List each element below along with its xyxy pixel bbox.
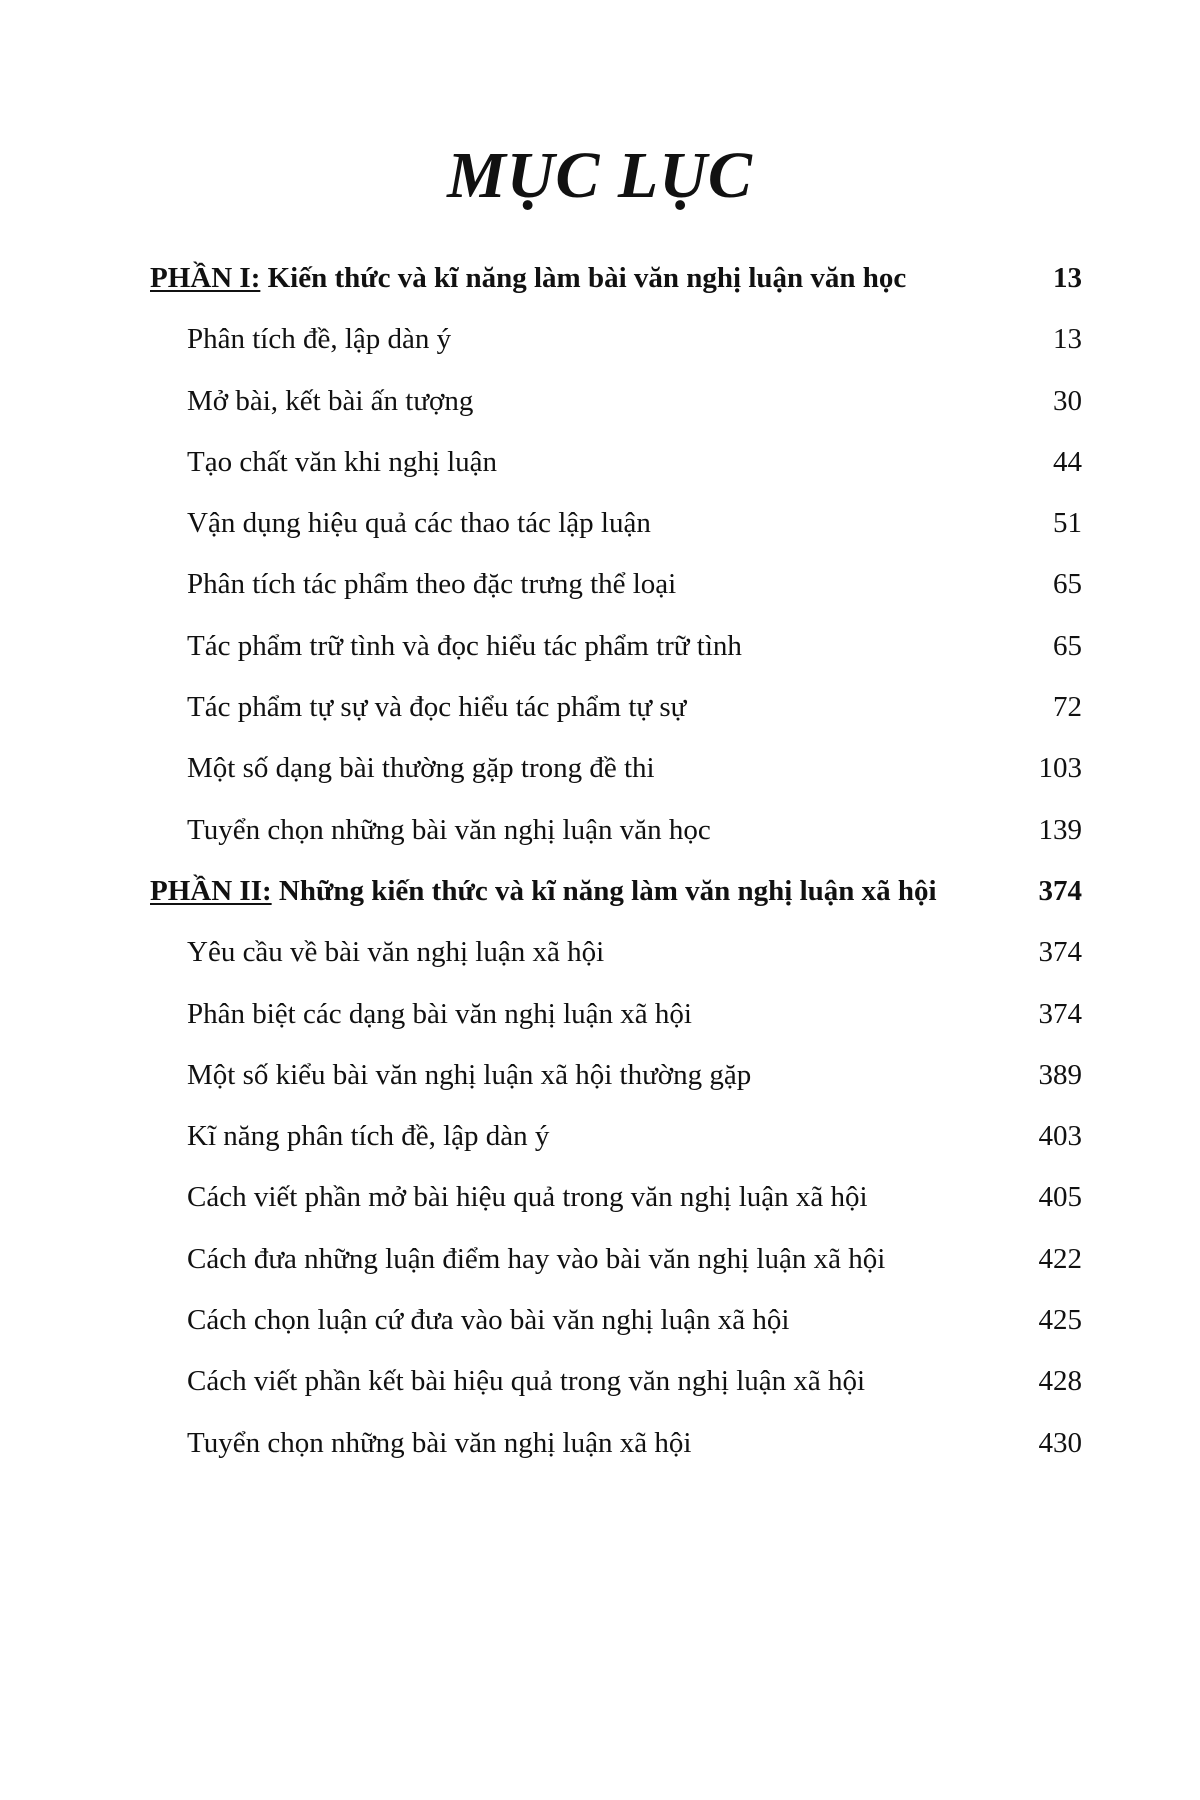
page-number: 30 (1053, 384, 1082, 417)
toc-item-title: Cách viết phần mở bài hiệu quả trong văn nghị luận xã hội (187, 1181, 868, 1214)
toc-part-heading-text (150, 248, 906, 309)
page-number: 422 (1038, 1242, 1082, 1275)
toc-item-title: Cách chọn luận cứ đưa vào bài văn nghị luận xã hội (187, 1304, 790, 1337)
toc-item-title: Vận dụng hiệu quả các thao tác lập luận (187, 507, 651, 540)
page-number: 425 (1038, 1304, 1082, 1337)
page-number: 51 (1053, 507, 1082, 540)
toc-item-title: Mở bài, kết bài ấn tượng (187, 384, 474, 417)
part-title: Những kiến thức và kĩ năng làm văn nghị luận xã hội (278, 874, 937, 907)
page-number: 428 (1038, 1365, 1082, 1398)
page-number: 65 (1053, 568, 1082, 601)
page-number: 389 (1038, 1058, 1082, 1091)
toc-item-title: Một số dạng bài thường gặp trong đề thi (187, 752, 655, 785)
toc-item[interactable] (0, 1351, 1200, 1412)
page-number: 65 (1053, 629, 1082, 662)
part-label: PHẦN II: (150, 874, 272, 907)
page-number: 405 (1038, 1181, 1082, 1214)
toc-item-title: Phân biệt các dạng bài văn nghị luận xã hội (187, 997, 692, 1030)
part-title: Kiến thức và kĩ năng làm bài văn nghị luận văn học (267, 262, 907, 294)
toc-item-title: Phân tích đề, lập dàn ý (187, 323, 452, 356)
toc-item[interactable] (0, 1045, 1200, 1106)
toc-item[interactable] (0, 677, 1200, 738)
page-number: 13 (1053, 262, 1082, 294)
page-number: 374 (1038, 874, 1082, 907)
toc-item[interactable] (0, 371, 1200, 432)
toc-item-title: Tuyển chọn những bài văn nghị luận xã hội (187, 1426, 692, 1459)
page-number: 13 (1053, 323, 1082, 356)
toc-item-title: Kĩ năng phân tích đề, lập dàn ý (187, 1120, 550, 1153)
toc-item[interactable] (0, 432, 1200, 493)
toc-item[interactable] (0, 309, 1200, 370)
toc-item[interactable] (0, 800, 1200, 861)
toc-item[interactable] (0, 1413, 1200, 1474)
page-number: 103 (1038, 752, 1082, 785)
page-number: 403 (1038, 1120, 1082, 1153)
toc-item-title: Cách viết phần kết bài hiệu quả trong văn nghị luận xã hội (187, 1365, 866, 1398)
toc-part-2-heading[interactable] (0, 861, 1200, 922)
toc-item[interactable] (0, 984, 1200, 1045)
toc-item-title: Tuyển chọn những bài văn nghị luận văn học (187, 813, 711, 846)
toc-item[interactable] (0, 1167, 1200, 1228)
toc-item-title: Phân tích tác phẩm theo đặc trưng thể loại (187, 568, 677, 601)
toc-item[interactable] (0, 1106, 1200, 1167)
toc-item[interactable] (0, 738, 1200, 799)
toc-part-1-heading[interactable] (0, 248, 1200, 309)
toc-item-title: Một số kiểu bài văn nghị luận xã hội thường gặp (187, 1058, 752, 1091)
toc-item[interactable] (0, 493, 1200, 554)
page-number: 44 (1053, 445, 1082, 478)
toc-item[interactable] (0, 922, 1200, 983)
page-number: 139 (1038, 813, 1082, 846)
toc-part-heading-text (150, 861, 937, 922)
page-title: MỤC LỤC (447, 139, 753, 212)
toc-item-title: Cách đưa những luận điểm hay vào bài văn nghị luận xã hội (187, 1242, 886, 1275)
toc-item-title: Tác phẩm trữ tình và đọc hiểu tác phẩm trữ tình (187, 629, 742, 662)
toc-item[interactable] (0, 1229, 1200, 1290)
table-of-contents (0, 248, 1200, 1474)
toc-item[interactable] (0, 1290, 1200, 1351)
toc-item-title: Tạo chất văn khi nghị luận (187, 445, 498, 478)
page-number: 72 (1053, 691, 1082, 724)
toc-item-title: Yêu cầu về bài văn nghị luận xã hội (187, 936, 605, 969)
toc-item[interactable] (0, 616, 1200, 677)
page-number: 430 (1038, 1426, 1082, 1459)
toc-item[interactable] (0, 554, 1200, 615)
toc-item-title: Tác phẩm tự sự và đọc hiểu tác phẩm tự sự (187, 691, 687, 724)
part-label: PHẦN I: (150, 262, 261, 294)
page-number: 374 (1038, 997, 1082, 1030)
page-number: 374 (1038, 936, 1082, 969)
